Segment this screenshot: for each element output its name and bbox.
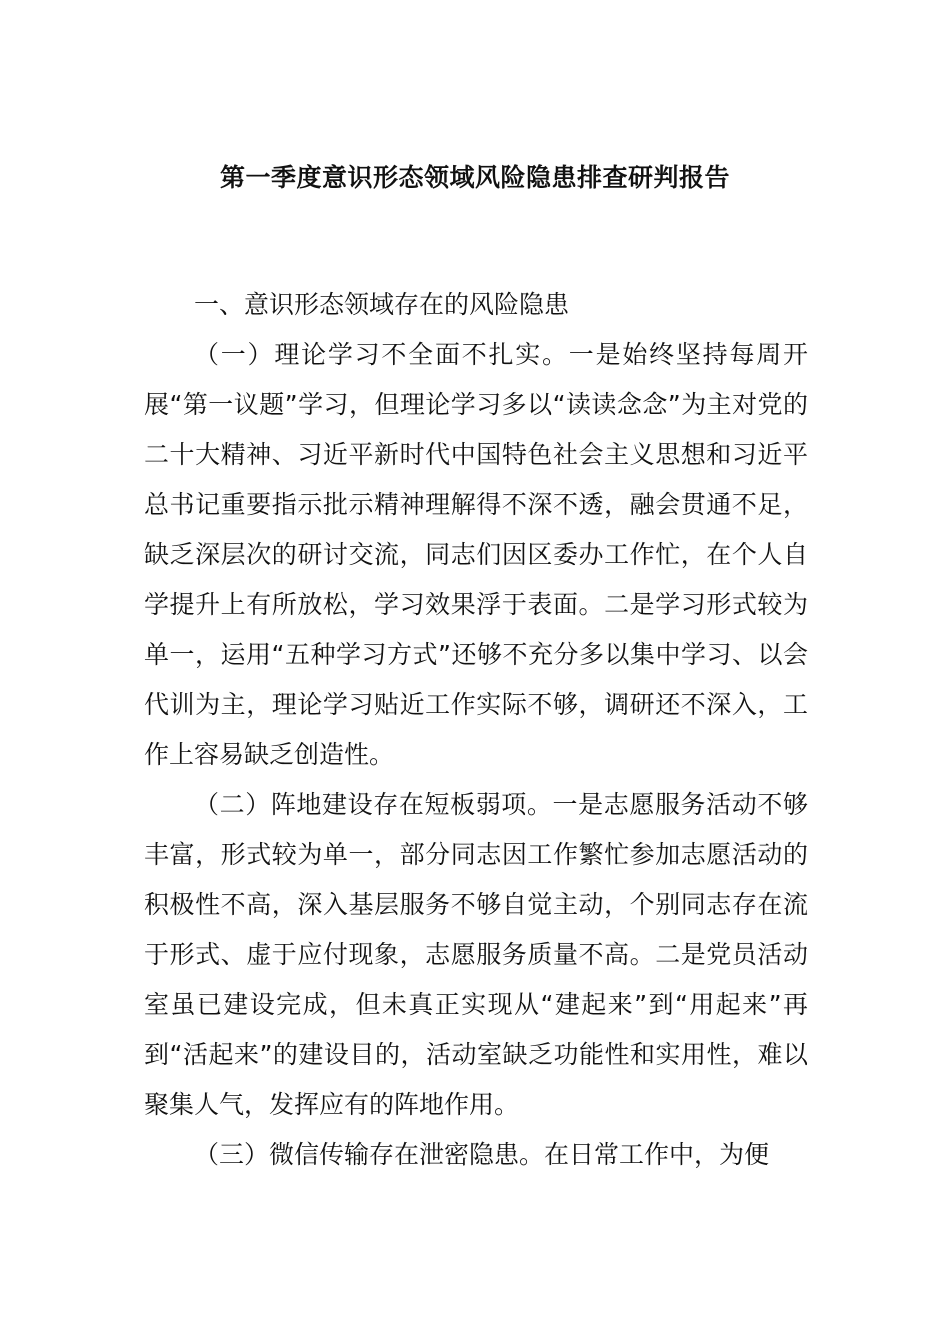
document-body	[144, 280, 808, 1180]
paragraph-wechat-security: （三）微信传输存在泄密隐患。在日常工作中，为便	[194, 1140, 770, 1169]
document-title: 第一季度意识形态领域风险隐患排查研判报告	[219, 163, 730, 192]
paragraph-position-building: （二）阵地建设存在短板弱项。一是志愿服务活动不够丰富，形式较为单一，部分同志因工作繁忙参加志愿活动的积极性不高，深入基层服务不够自觉主动，个别同志存在流于形式、虚于应付现象，志愿服务质量不高。二是党员活动室虽已建设完成，但未真正实现从“建起来”到“用起来”再到“活起来”的建设目的，活动室缺乏功能性和实用性，难以聚集人气，发挥应有的阵地作用。	[144, 790, 808, 1119]
paragraph-theory-study: （一）理论学习不全面不扎实。一是始终坚持每周开展“第一议题”学习，但理论学习多以“读读念念”为主对党的二十大精神、习近平新时代中国特色社会主义思想和习近平总书记重要指示批示精神理解得不深不透，融会贯通不足，缺乏深层次的研讨交流，同志们因区委办工作忙，在个人自学提升上有所放松，学习效果浮于表面。二是学习形式较为单一，运用“五种学习方式”还够不充分多以集中学习、以会代训为主，理论学习贴近工作实际不够，调研还不深入，工作上容易缺乏创造性。	[144, 340, 808, 769]
section-heading: 一、意识形态领域存在的风险隐患	[194, 290, 570, 319]
